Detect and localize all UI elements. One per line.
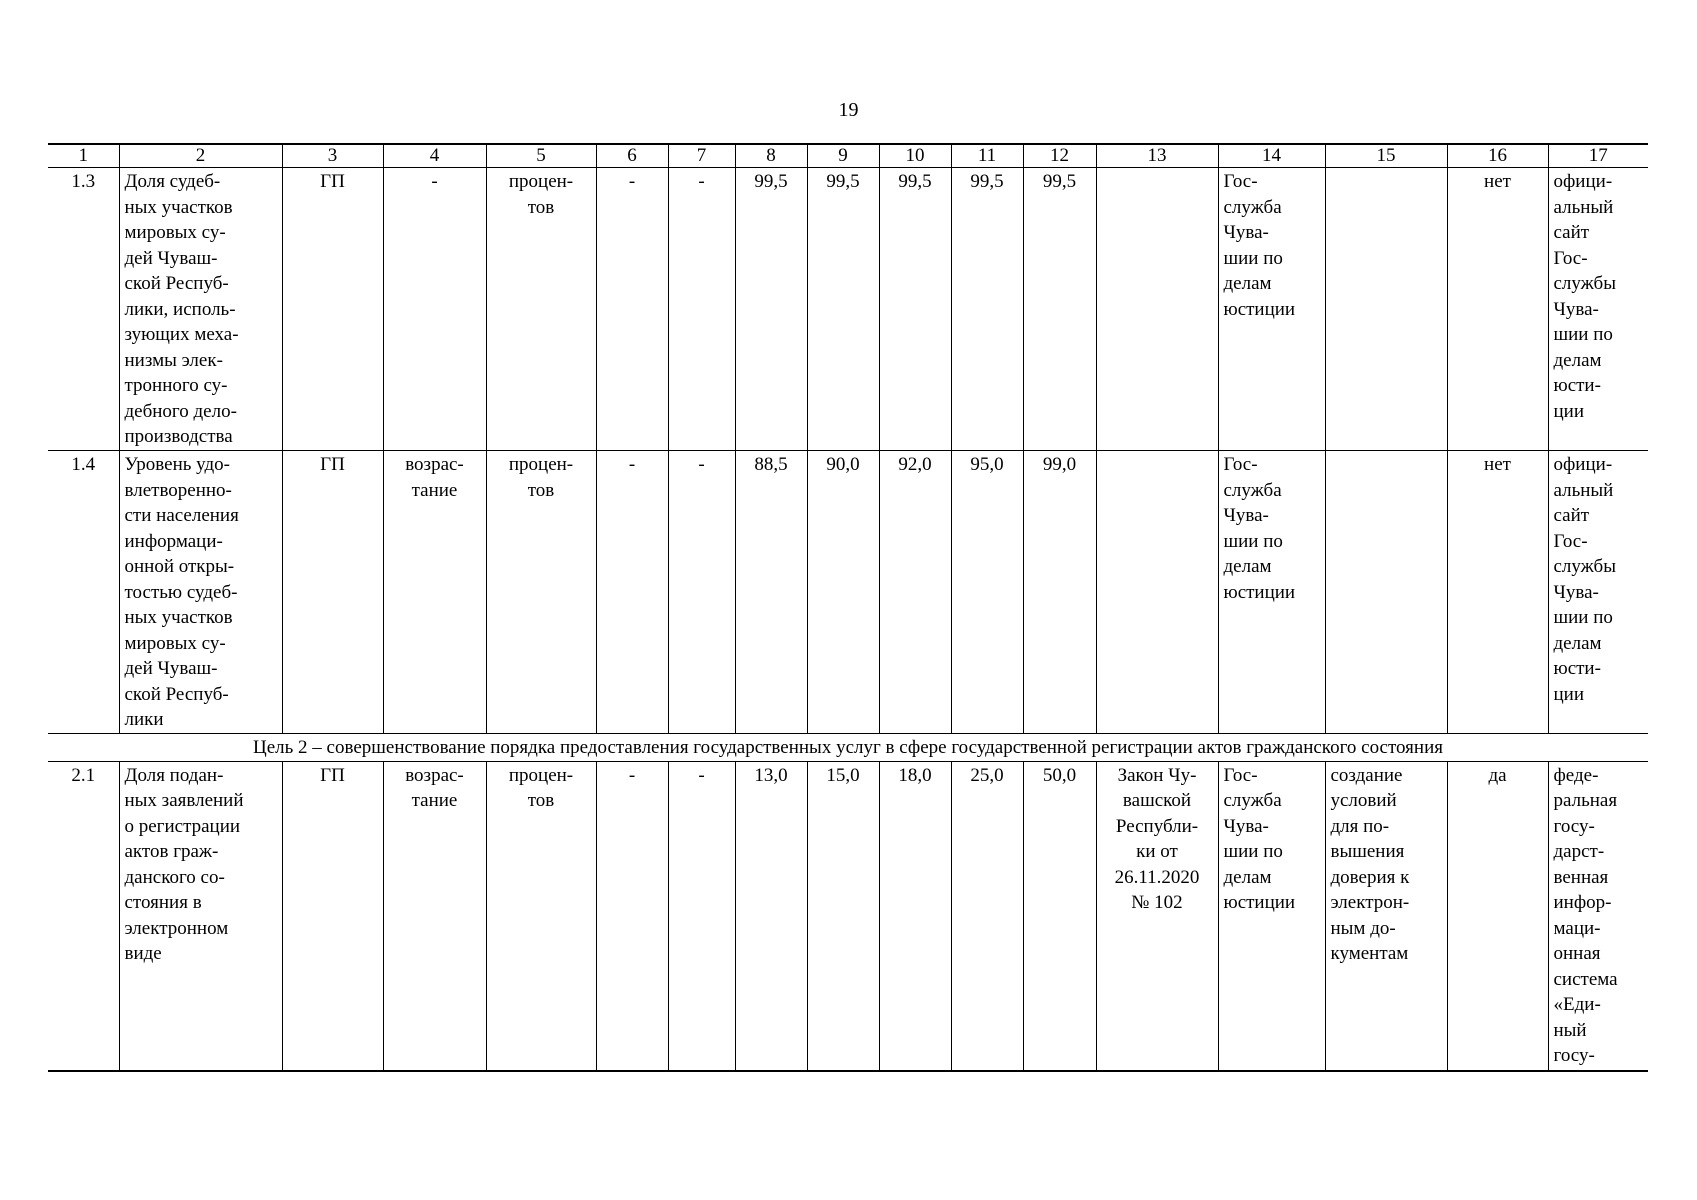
page-number: 19 (838, 99, 859, 121)
value-col-12: 99,0 (1023, 451, 1096, 734)
trend: возрас- тание (383, 451, 486, 734)
flag: да (1447, 761, 1548, 1071)
column-number: 2 (119, 144, 282, 168)
value-col-12: 50,0 (1023, 761, 1096, 1071)
data-source: офици- альный сайт Гос- службы Чува- шии по делам юсти- ции (1548, 168, 1648, 451)
row-id: 1.4 (48, 451, 119, 734)
purpose (1325, 451, 1447, 734)
responsible-body: Гос- служба Чува- шии по делам юстиции (1218, 168, 1325, 451)
value-col-9: 90,0 (807, 451, 879, 734)
column-number: 17 (1548, 144, 1648, 168)
value-col-6: - (596, 761, 668, 1071)
table-row-1-4 (48, 451, 1648, 734)
unit: процен- тов (486, 168, 596, 451)
value-col-7: - (668, 168, 735, 451)
value-col-8: 99,5 (735, 168, 807, 451)
trend: - (383, 168, 486, 451)
value-col-10: 18,0 (879, 761, 951, 1071)
indicator-name: Доля судеб- ных участков мировых су- дей Чуваш- ской Респуб- лики, исполь- зующих меха- низмы элек- тронного су- дебного дело- производства (119, 168, 282, 451)
column-number: 13 (1096, 144, 1218, 168)
column-number: 15 (1325, 144, 1447, 168)
value-col-6: - (596, 451, 668, 734)
column-number: 9 (807, 144, 879, 168)
purpose (1325, 168, 1447, 451)
indicator-name: Доля подан- ных заявлений о регистрации актов граж- данского со- стояния в электронном виде (119, 761, 282, 1071)
program-type: ГП (282, 168, 383, 451)
indicator-name: Уровень удо- влетворенно- сти населения информаци- онной откры- тостью судеб- ных участков мировых су- дей Чуваш- ской Респуб- лики (119, 451, 282, 734)
column-number: 11 (951, 144, 1023, 168)
table-row-1-3 (48, 168, 1648, 451)
column-number: 10 (879, 144, 951, 168)
value-col-7: - (668, 451, 735, 734)
value-col-9: 15,0 (807, 761, 879, 1071)
value-col-8: 13,0 (735, 761, 807, 1071)
responsible-body: Гос- служба Чува- шии по делам юстиции (1218, 451, 1325, 734)
value-col-10: 99,5 (879, 168, 951, 451)
column-number: 1 (48, 144, 119, 168)
column-number: 3 (282, 144, 383, 168)
value-col-8: 88,5 (735, 451, 807, 734)
column-number: 5 (486, 144, 596, 168)
unit: процен- тов (486, 761, 596, 1071)
column-number: 16 (1447, 144, 1548, 168)
column-number-row (48, 144, 1648, 168)
column-number: 6 (596, 144, 668, 168)
column-number: 8 (735, 144, 807, 168)
program-type: ГП (282, 761, 383, 1071)
value-col-12: 99,5 (1023, 168, 1096, 451)
column-number: 14 (1218, 144, 1325, 168)
value-col-9: 99,5 (807, 168, 879, 451)
legal-basis: Закон Чу- вашской Республи- ки от 26.11.2020 № 102 (1096, 761, 1218, 1071)
purpose: создание условий для по- вышения доверия к электрон- ным до- кументам (1325, 761, 1447, 1071)
data-source: феде- ральная госу- дарст- венная инфор- маци- онная система «Еди- ный госу- (1548, 761, 1648, 1071)
value-col-10: 92,0 (879, 451, 951, 734)
value-col-7: - (668, 761, 735, 1071)
goal-row (48, 734, 1648, 762)
indicators-table (48, 143, 1648, 1072)
trend: возрас- тание (383, 761, 486, 1071)
column-number: 4 (383, 144, 486, 168)
unit: процен- тов (486, 451, 596, 734)
program-type: ГП (282, 451, 383, 734)
value-col-11: 95,0 (951, 451, 1023, 734)
value-col-6: - (596, 168, 668, 451)
goal-2-heading: Цель 2 – совершенствование порядка предоставления государственных услуг в сфере государственной регистрации актов гражданского состояния (48, 734, 1648, 762)
value-col-11: 99,5 (951, 168, 1023, 451)
flag: нет (1447, 451, 1548, 734)
legal-basis (1096, 451, 1218, 734)
column-number: 12 (1023, 144, 1096, 168)
table-row-2-1 (48, 761, 1648, 1071)
row-id: 2.1 (48, 761, 119, 1071)
data-source: офици- альный сайт Гос- службы Чува- шии по делам юсти- ции (1548, 451, 1648, 734)
responsible-body: Гос- служба Чува- шии по делам юстиции (1218, 761, 1325, 1071)
value-col-11: 25,0 (951, 761, 1023, 1071)
flag: нет (1447, 168, 1548, 451)
column-number: 7 (668, 144, 735, 168)
row-id: 1.3 (48, 168, 119, 451)
legal-basis (1096, 168, 1218, 451)
